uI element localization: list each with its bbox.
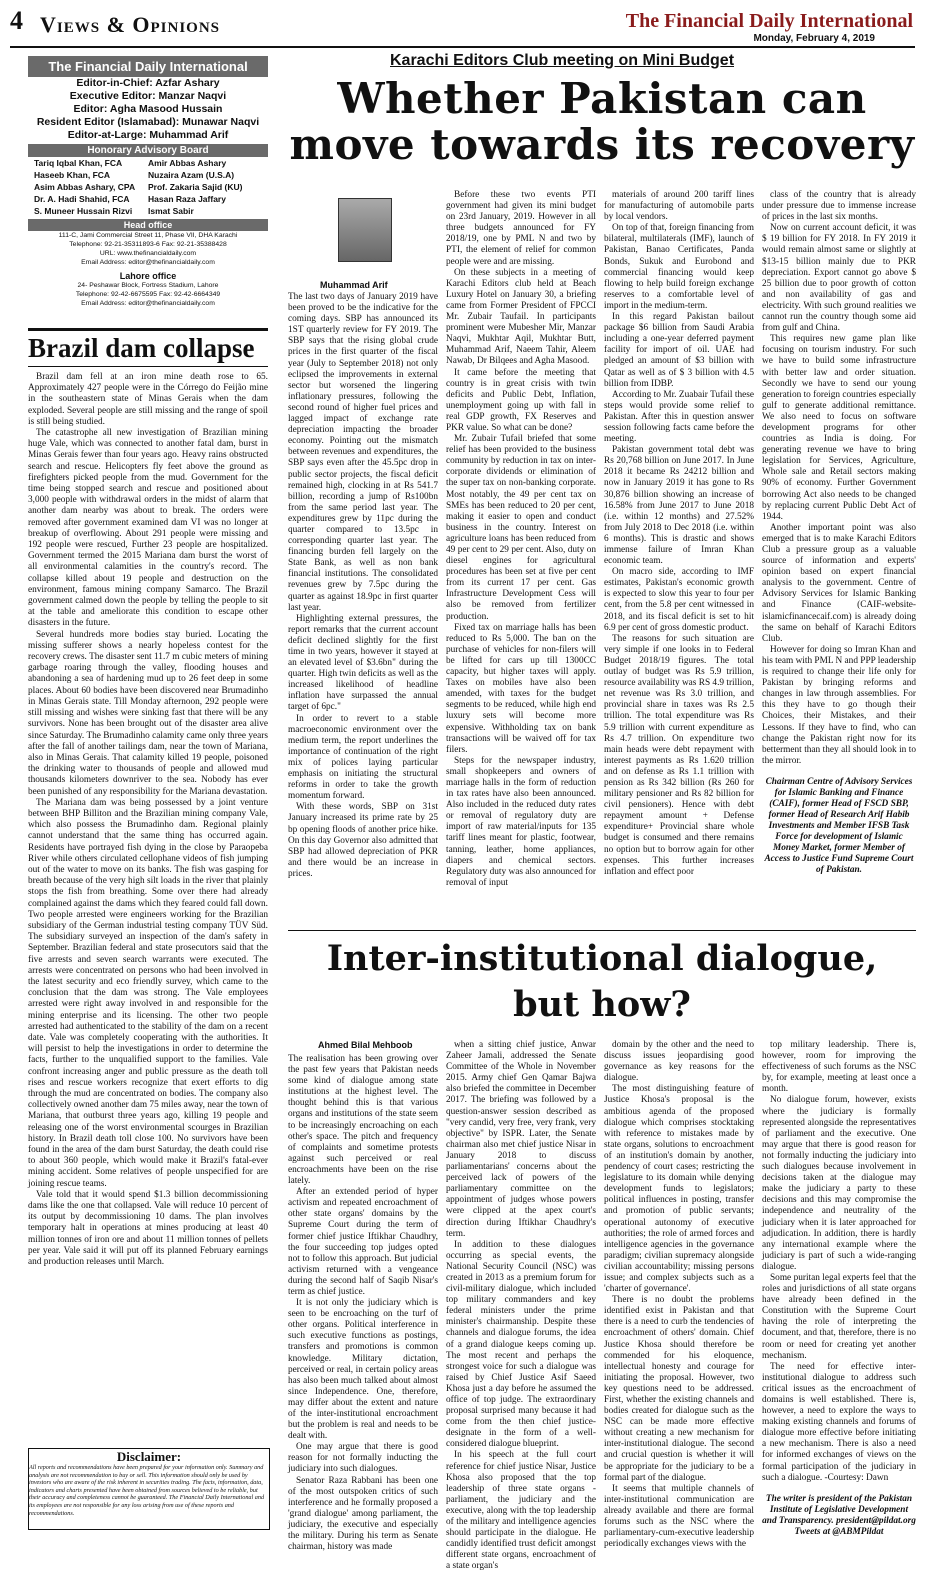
article2-column-3 — [604, 1040, 754, 1550]
disclaimer-box — [28, 1448, 270, 1530]
article1-signature: Chairman Centre of Advisory Services for Islamic Banking and Finance (CAIF), former Head of FSCD SBP, former Head of Research Arif Habib Investments and Member IFSB Task Force for development of Islamic Money Market, former Member of Access to Justice Fund Supreme Court of Pakistan. — [764, 776, 914, 875]
paragraph: Vale told that it would spend $1.3 billion decommissioning dams like the one that collapsed. Vale will reduce 10 percent of its output by decommissioning 10 dams. The plan involves temporary halt in operations at mines producing at least 40 million tonnes of iron ore and about 11 million tonnes of pellets per year. Vale said it will put off its planned February earnings and production releases until March. — [28, 1189, 268, 1268]
article2-signature: The writer is president of the Pakistan Institute of Legislative Development and Transparency. president@pildat.org Tweets at @ABMPildat — [762, 1493, 916, 1537]
paragraph: The realisation has been growing over the past few years that Pakistan needs some kind of dialogue among state institutions at the highest level. The thought behind this is that various organs and institutions of the state seem to be increasingly encroaching on each other's space. The pitch and frequency of complaints and sometime protests against such perceived or real encroachments have been on the rise lately. — [288, 1054, 438, 1187]
paragraph: Another important point was also emerged that is to make Karachi Editors Club a pressure group as a valuable source of information and experts' opinion based on expert financial analysis to the government. Centre of Advisory Services for Islamic Banking and Finance (CAIF-website- islamicfinancecaif.com) is already doing the same on behalf of Karachi Editors Club. — [762, 522, 916, 644]
header-rule — [10, 46, 915, 48]
advisory-member: Dr. A. Hadi Shahid, FCA — [34, 194, 130, 204]
paragraph: It is not only the judiciary which is seen to be encroaching on the turf of other organs. Political interference in such executive functions as postings, transfers and promotions is common knowledge. Military dictation, perceived or real, in certain policy areas has also been much talked about almost since Independence. One, therefore, may differ about the extent and nature of the inter-institutional encroachment but the problem is real and needs to be dealt with. — [288, 1298, 438, 1442]
article2-headline: Inter-institutional dialogue, but how? — [326, 938, 878, 1025]
advisory-board — [28, 157, 268, 217]
lahore-office-details — [28, 281, 268, 308]
article1-column-3 — [604, 190, 754, 924]
editor-list — [28, 77, 268, 142]
paragraph: materials of around 200 tariff lines for manufacturing of automobile parts by local vendors. — [604, 190, 754, 223]
paper-name: The Financial Daily International — [625, 10, 913, 32]
editor-line: Resident Editor (Islamabad): Munawar Naqvi — [36, 116, 260, 128]
masthead — [28, 56, 268, 308]
paragraph: It came before the meeting that country is in great crisis with twin deficits and Public Debt, Inflation, unemployment going up with fall in real GDP growth, FX Reserves and PKR value. So what can be done? — [446, 367, 596, 433]
head-office-title: Head office — [28, 219, 268, 231]
advisory-member: Haseeb Khan, FCA — [34, 170, 111, 180]
advisory-member: Asim Abbas Ashary, CPA — [34, 182, 136, 192]
head-office-line: Email Address: editor@thefinancialdaily.com — [81, 259, 215, 266]
head-office-line: 111-C, Jami Commercial Street 11, Phase VII, DHA Karachi — [58, 232, 238, 239]
article2-byline: Ahmed Bilal Mehboob — [318, 1040, 413, 1050]
brazil-headline: Brazil dam collapse — [28, 328, 268, 367]
paragraph: With these words, SBP on 31st January increased its prime rate by 25 bp opening floods of another price hike. On this day Governor also admitted that SBP had allowed depreciation of PKR and there would be an increase in prices. — [288, 802, 438, 879]
paragraph: According to Mr. Zuabair Tufail these steps would provide some relief to Pakistan. After this in question answer session following facts came before the meeting. — [604, 389, 754, 445]
paragraph: Steps for the newspaper industry, small shopkeepers and owners of marriage halls in the form of reduction in tax rates have also been announced. Also included in the reduced duty rates or removal of regulatory duty are import of raw material/inputs for 135 tariff lines meant for plastic, footwear, tanning, leather, home appliances, diapers and chemical sectors. Regulatory duty was also announced for removal of input — [446, 755, 597, 888]
author-photo — [338, 198, 392, 262]
article1-kicker: Karachi Editors Club meeting on Mini Budget — [390, 52, 735, 69]
paragraph: Mr. Zubair Tufail briefed that some relief has been provided to the business community by reduction in tax on inter-corporate dividends or elimination of the super tax on non-banking corporate. Most notably, the 49 per cent tax on SMEs has been reduced to 20 per cent, making it easier to open and conduct business in the country. Interest on agriculture loans has been reduced from 49 per cent to 29 per cent. Also, duty on diesel engines for agricultural procedures has been set at five per cent from its current 17 per cent. Gas Infrastructure Development Cess will also be removed from fertilizer production. — [446, 434, 596, 622]
paragraph: Brazil dam fell at an iron mine death rose to 65. Approximately 427 people were in the Córrego do Feijão mine in the southeastern state of Minas Gerais when the dam exploded. Several people are still missing and the range of spoil is still being studied. — [28, 372, 268, 427]
lahore-office-line: Telephone: 92-42-6675595 Fax: 92-42-6664349 — [75, 291, 221, 298]
paragraph: Several hundreds more bodies stay buried. Locating the missing sufferer shows a nearly hopeless contest for the recovery crews. The disaster sent 11.7 m cubic meters of mining garbage roaring through the valley, flooding houses and abandoning a sea of hardening mud up to 26 feet deep in some places. About 60 bodies have been discovered near Brumadinho in Minas Gerais state. Till Monday afternoon, 292 people were still missing and wishes were sinking fast that there will be any survivors. None has been brought out of the disaster area alive since Saturday. The Brumadinho calamity came only three years after the fall of another tailings dam, near the town of Mariana, also in Minas Gerais. That calamity killed 19 people, poisoned the drinking water to thousands of people and allowed mud thousands kilometers downriver to the sea. Nobody has ever been punished of any responsibility for the Mariana devastation. — [28, 629, 268, 797]
advisory-member: Ismat Sabir — [148, 206, 194, 216]
paragraph: Senator Raza Rabbani has been one of the most outspoken critics of such interference and he formally proposed a 'grand dialogue' among parliament, the judiciary, the executive and especially the military. During his term as Senate chairman, history was made — [288, 1475, 438, 1553]
paragraph: In his speech at the full court reference for chief justice Nisar, Justice Khosa also proposed that the top leadership of three state organs - parliament, the judiciary and the executive, along with the top leadership of the military and intelligence agencies should participate in the dialogue. He candidly identified trust deficit amongst different state organs, encroachment of a state organ's — [446, 1450, 596, 1572]
paragraph: The catastrophe all new investigation of Brazilian mining huge Vale, which was connected to another fatal dam, burst in Minas Gerais fewer than four years ago. Heavy rains obstructed search and rescue. Helicopters fly feet above the ground as firefighters picked people from the mud. Government for the time being stopped search and rescue and positioned about 3,000 people with withdrawal orders in the midst of alarm that another dam nearby was about to break. The orders were removed after government examined dam VI was no longer at breakup of overflowing. About 291 people were missing and 192 people were rescued, Further 23 people are hospitalized. Government termed the 2015 Mariana dam burst the worst of all environmental calamities in the country's record. The collapse killed about 19 people and destruction on the environment, famous mining company Samarco. The Brazil government calmed down the people by telling the people to sit at the table and ameliorate this condition to escape other disasters in the future. — [28, 428, 268, 629]
advisory-member: Hasan Raza Jaffary — [148, 194, 226, 204]
paragraph: On top of that, foreign financing from bilateral, multilaterals (IMF), launch of Pakistan, Banao Certificates, Panda Bonds, Sukuk and Eurobond and commercial financing would keep flowing to help build foreign exchange reserves to a comfortable level of import in the medium-term. — [604, 223, 754, 311]
issue-date: Monday, February 4, 2019 — [753, 33, 875, 44]
paragraph: After an extended period of hyper activism and repeated encroachment of other state organs' domains by the Supreme Court during the term of former chief justice Iftikhar Chaudhry, the four succeeding top judges opted not to follow this approach. But judicial activism returned with a vengeance during the second half of Saqib Nisar's term as chief justice. — [288, 1187, 438, 1297]
paragraph: The last two days of January 2019 have been proved to be the indicative for the coming days. SBP has announced its 1ST quarterly review for FY 2019. The SBP says that the rising global crude prices in the first quarter of the fiscal year (July to September 2018) not only eclipsed the improvements in external sector but worsened the lingering inflationary pressures, following the second round of higher fuel prices and lagged impact of exchange rate depreciation impacting the broader economy. Pointing out the mismatch between revenues and expenditures, the SBP says even after the 45.5pc drop in public sector projects, the fiscal deficit remained high, clocking in at Rs 541.7 billion, recording a jump of Rs100bn from the same period last year. The expenditures grew by 11pc during the quarter compared to 13.5pc in corresponding quarter last year. The financing burden fell largely on the State Bank, as well as non bank financial institutions. The consolidated revenues grew by 7.5pc during the quarter as against 18.9pc in first quarter last year. — [288, 292, 438, 613]
disclaimer-text: All reports and recommendations have been prepared for your information only. Summary and analysis are not recommendation to buy or sell. This information should only be used by investors who are aware of the risk inherent in securities trading. The facts, information, data, indicators and charts presented have been obtained from sources believed to be reliable, but their accuracy and completeness cannot be guaranteed. The Financial Daily International and its employees are not responsible for any loss arising from use of these reports and recommendations. — [29, 1464, 265, 1517]
article2-column-4 — [762, 1040, 916, 1537]
paragraph: when a sitting chief justice, Anwar Zaheer Jamali, addressed the Senate Committee of the Whole in November 2015. Army chief Gen Qamar Bajwa also briefed the committee in December 2017. The briefing was followed by a question-answer session described as "very candid, very free, very frank, very objective" by ISPR. Later, the Senate chairman also met chief justice Nisar in January 2018 to discuss parliamentarians' concerns about the perceived lack of powers of the parliamentary committee on the appointment of judges whose powers were clipped at the apex court's direction during Iftikhar Chaudhry's term. — [446, 1040, 596, 1239]
paragraph: However for doing so Imran Khan and his team with PML N and PPP leadership is required to change their life only for Pakistan by bringing reforms and changes in law through assemblies. For this they have to go though their Choices, their Mistakes, and their Lessons. If they have to find, who can change the Pakistan right now for its betterment than they all should look in to the mirror. — [762, 644, 916, 766]
editor-line: Executive Editor: Manzar Naqvi — [69, 90, 227, 102]
paragraph: One may argue that there is good reason for not formally inducting the judiciary into such dialogues. — [288, 1442, 438, 1475]
paragraph: The need for effective inter-institutional dialogue to address such critical issues as the encroachment of domains is well established. There is, however, a need to explore the ways to making existing channels and forums of dialogue more effective before initiating a new mechanism. There is also a need for informed exchanges of views on the formal participation of the judiciary in such a dialogue. -Courtesy: Dawn — [762, 1361, 916, 1483]
article1-headline: Whether Pakistan can move towards its recovery — [289, 74, 915, 169]
lahore-office-title: Lahore office — [119, 271, 177, 281]
advisory-member: Tariq Iqbal Khan, FCA — [34, 158, 123, 168]
paragraph: The reasons for such situation are very simple if one looks in to Federal Budget 2018/19 figures. The total outlay of budget was Rs 5.9 trillion, resource availability was RS 4.9 trillion, net revenue was Rs 3.0 trillion, and provincial share in taxes was Rs 2.5 trillion. The total expenditure was Rs 5.9 trillion with current expenditure as Rs 4.7 trillion. On expenditure two main heads were debt repayment with interest payments as Rs 1.620 trillion and on defense as Rs 1.1 trillion with pension as Rs 342 billion (Rs 260 for military pensioner and Rs 82 billion for civil pensioners). Hence with debt repayment amount + Defense expenditure+ Provincial share whole budget is consumed and there remains no option but to borrow again for other expenses. This further increases inflation and effect poor — [604, 633, 755, 877]
masthead-title: The Financial Daily International — [28, 56, 268, 77]
head-office-line: URL: www.thefinancialdaily.com — [99, 250, 197, 257]
head-office-details — [28, 231, 268, 267]
paragraph: This requires new game plan like focusing on tourism industry. For such we have to build some infrastructure with better law and order situation. Secondly we have to send our young generation to foreign countries especially gulf to generate additional remittance. We also need to focus on software development programs for other countries as India is doing. For generating revenue we have to bring legislation for Services, Agriculture, Whole sale and Retail sectors making 90% of economy. Further Government borrowing Act also needs to be changed by replacing current Public Debt Act of 1944. — [762, 334, 916, 522]
paragraph: class of the country that is already under pressure due to immense increase of prices in the last six months. — [762, 190, 916, 223]
paragraph: Now on current account deficit, it was $ 19 billion for FY 2018. In FY 2019 it would remain almost same or slightly at $13-15 billion mainly due to PKR depreciation. Export cannot go above $ 25 billion due to poor growth of cotton and non availability of gas and electricity. With such ground realities we cannot run the country though some aid from gulf and China. — [762, 223, 916, 334]
paragraph: On these subjects in a meeting of Karachi Editors club held at Beach Luxury Hotel on January 30, a briefing came from Former President of FPCCI Mr. Zubair Taufail. In participants prominent were Mubesher Mir, Manzar Naqvi, Mukhtar Aqil, Mukhtar Butt, Muhammad Arif, Naeem Tahir, Aleem Nawab, Dr Bilqees and Agha Masood. — [446, 267, 596, 367]
advisory-member: Prof. Zakaria Sajid (KU) — [148, 182, 243, 192]
lahore-office-line: 24- Peshawar Block, Fortress Stadium, Lahore — [77, 282, 219, 289]
editor-line: Editor-at-Large: Muhammad Arif — [67, 129, 229, 141]
section-title: Views & Opinions — [40, 12, 221, 37]
paragraph: On macro side, according to IMF estimates, Pakistan's economic growth is expected to slow this year to four per cent, from the 5.8 per cent witnessed in 2018, and its fiscal deficit is set to hit 6.9 per cent of gross domestic product. — [604, 567, 754, 633]
article-separator — [288, 930, 916, 931]
article1-column-2 — [446, 190, 596, 924]
advisory-title: Honorary Advisory Board — [28, 144, 268, 157]
advisory-member: Amir Abbas Ashary — [148, 158, 227, 168]
advisory-member: Nuzaira Azam (U.S.A) — [148, 170, 235, 180]
paragraph: The Mariana dam was being possessed by a joint venture between BHP Billiton and the Brazilian mining company Vale, which also possess the Brumadinho dam. Regional plainly cannot understand that the same thing has occurred again. Residents have portrayed fish dying in the close by Paraopeba River while others circulated cellophane videos of fish jumping out of the water to move on its banks. The fish was gasping for breath because of the very high silt loads in the river that plainly stops the fish from breathing. Some over there had already complained against the dams which they feared could fall down. Two people arrested were engineers working for the Brazilian subsidiary of the German industrial testing company TÜV Süd. The subsidiary surveyed an inspection of the dam's safety in September. Brazilian federal and state prosecutors said that the five arrests and seven search warrants were executed. The arrests were concentrated on persons who had been involved in the latest security and eco friendly survey, which came to the conclusion that the dam was strong. The Vale employees arrested were right away involved in and responsible for the mining enterprise and its licensing. The other two people arrested had authenticated to the stability of the dam on a recent date. Vale was completely cooperating with the authorities. It will persist to help the investigations in order to determine the facts, further to the unqualified support to the families. Vale confront increasing anger and public pressure as the death toll rises and rescue workers recognize that exert efforts to dig through the mud are concentrated on bodies. The company also collectively owned another dam 75 miles away, near the town of Mariana, that outburst three years ago, killing 19 people and releasing one of the worst environmental scourges in Brazilian history. In Brazil death toll close 100. No survivors have been found in the area of the dam burst Saturday, the death could rise to about 360 people, which would make it Brazil's fatal-ever mining accident. Some relatives of people unspecified for are joining rescue teams. — [28, 797, 268, 1189]
paragraph: Before these two events PTI government had given its mini budget on 23rd January, 2019. However in all three budgets announced for FY 2018/19, one by PML N and two by PTI, the element of relief for common people were and are missing. — [446, 190, 596, 267]
paragraph: In this regard Pakistan bailout package $6 billion from Saudi Arabia including a one-year deferred payment facility for import of oil. UAE had pledged an amount of $3 billion with Qatar as well as of $ 3 billion with 4.5 billion from IDBP. — [604, 312, 754, 389]
article2-column-1 — [288, 1054, 438, 1553]
article1-column-4 — [762, 190, 916, 924]
advisory-member: S. Muneer Hussain Rizvi — [34, 206, 133, 216]
article1-column-1 — [288, 292, 438, 924]
paragraph: Some puritan legal experts feel that the roles and jurisdictions of all state organs have already been defined in the Constitution with the Supreme Court having the role of interpreting the document, and that, therefore, there is no room or need for creating yet another mechanism. — [762, 1272, 916, 1361]
paragraph: Fixed tax on marriage halls has been reduced to Rs 5,000. The ban on the purchase of vehicles for non-filers will be lifted for cars up till 1300CC capacity, but higher taxes will apply. Taxes on mobiles have also been amended, with taxes for the budget segments to be reduced, while high end luxury sets will become more expensive. Withholding tax on bank transactions will be waived off for tax filers. — [446, 622, 596, 755]
paragraph: No dialogue forum, however, exists where the judiciary is formally represented alongside the representatives of parliament and the executive. One may argue that there is good reason for not formally inducting the judiciary into such dialogues because involvement in decisions taken at the dialogue may make the judiciary a party to these decisions and this may compromise the independence and neutrality of the judiciary when it is later approached for adjudication. In addition, there is hardly any international example where the judiciary is part of such a wide-ranging dialogue. — [762, 1095, 916, 1272]
lahore-office-line: Email Address: editor@thefinancialdaily.com — [81, 300, 215, 307]
paragraph: The most distinguishing feature of Justice Khosa's proposal is the ambitious agenda of the proposed dialogue which comprises stocktaking with reference to mistakes made by state organs, solutions to encroachment of an institution's domain by another, pendency of court cases; restricting the legislature to its domain while denying development funds to legislators; political influences in posting, transfer and promotion of public servants; operational autonomy of executive authorities; the role of armed forces and intelligence agencies in the governance paradigm; civilian supremacy alongside civilian accountability; missing persons issue; and complex subjects such as a 'charter of governance'. — [604, 1084, 754, 1295]
brazil-article-body — [28, 372, 268, 1440]
paragraph: There is no doubt the problems identified exist in Pakistan and that there is a need to curb the tendencies of encroachment of others' domain. Chief Justice Khosa should therefore be commended for his eloquence, intellectual honesty and courage for initiating the proposal. However, two key questions need to be addressed. First, whether the existing channels and bodies created for dialogue such as the NSC can be made more effective without creating a new mechanism for inter-institutional dialogue. The second and crucial question is whether it will be appropriate for the judiciary to be a formal part of the dialogue. — [604, 1295, 754, 1483]
page-number: 4 — [10, 6, 23, 35]
paragraph: In addition to these dialogues occurring as special events, the National Security Council (NSC) was created in 2013 as a premium forum for civil-military dialogue, which included top military commanders and key federal ministers under the prime minister's chairmanship. Despite these channels and dialogue forums, the idea of a grand dialogue keeps coming up. The most recent and perhaps the strongest voice for such a dialogue was raised by Chief Justice Asif Saeed Khosa just a day before he assumed the office of top judge. The extraordinary proposal surprised many because it had come from the then chief justice-designate in the form of a well-considered dialogue blueprint. — [446, 1239, 596, 1450]
disclaimer-title: Disclaimer: — [116, 1449, 182, 1464]
article1-byline: Muhammad Arif — [320, 280, 388, 290]
paragraph: domain by the other and the need to discuss issues jeopardising good governance as key reasons for the dialogue. — [604, 1040, 754, 1084]
paragraph: Pakistan government total debt was Rs 20,768 billion on June 2017. In June 2018 it became Rs 24212 billion and now in January 2019 it has gone to Rs 30,876 billion showing an increase of 16.58% from June 2017 to June 2018 (i.e. within 12 months) and 27.52% from July 2018 to Dec 2018 (i.e. within 6 months). This is drastic and shows immense failure of Imran Khan economic team. — [604, 445, 754, 567]
head-office-line: Telephone: 92-21-35311893-6 Fax: 92-21-35388428 — [69, 241, 227, 248]
paragraph: In order to revert to a stable macroeconomic environment over the medium term, the report underlines the importance of continuation of the right mix of polices laying particular emphasis on initiating the structural reforms in order to take the growth momentum forward. — [288, 713, 438, 802]
editor-line: Editor: Agha Masood Hussain — [73, 103, 223, 115]
paragraph: top military leadership. There is, however, room for improving the effectiveness of such forums as the NSC by, for example, meeting at least once a month. — [762, 1040, 916, 1095]
paragraph: Highlighting external pressures, the report remarks that the current account deficit declined slightly for the first time in two years, however it stayed at an elevated level of $3.6bn" during the quarter. High twin deficits as well as the increased likelihood of headline inflation have surpassed the annual target of 6pc." — [288, 613, 438, 713]
editor-line: Editor-in-Chief: Azfar Ashary — [76, 77, 220, 89]
article2-column-2 — [446, 1040, 596, 1572]
paragraph: It seems that multiple channels of inter-institutional communication are already available and there are formal forums such as the NSC where the parliamentary-cum-executive leadership periodically exchanges views with the — [604, 1483, 754, 1550]
